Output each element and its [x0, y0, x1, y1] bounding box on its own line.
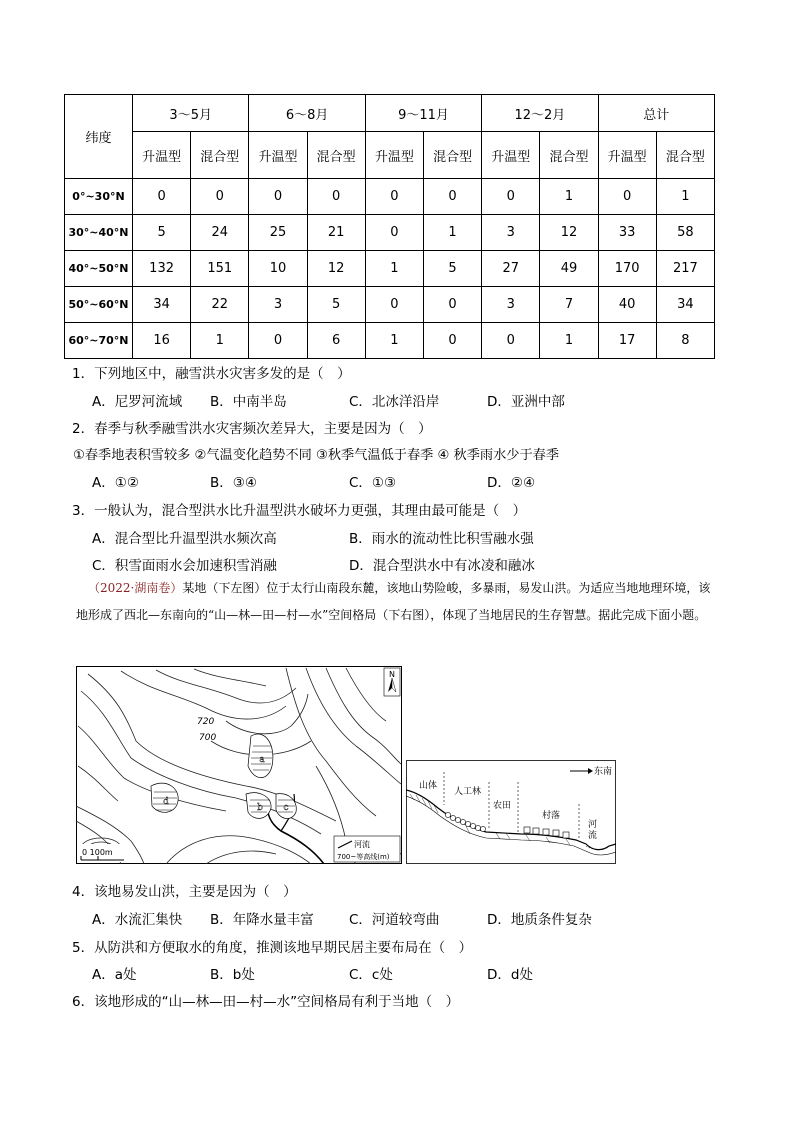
label-mountain: 山体 — [419, 781, 438, 791]
q1-option-b: B．中南半岛 — [210, 394, 287, 410]
table-row — [65, 179, 715, 215]
question-1-stem: 1．下列地区中，融雪洪水灾害多发的是（ ） — [72, 366, 351, 382]
q4-option-b: B．年降水量丰富 — [210, 912, 314, 928]
q1-option-c: C．北冰洋沿岸 — [349, 394, 440, 410]
source-tag: （2022·湖南卷） — [88, 581, 183, 595]
table-cell: 1 — [191, 323, 249, 359]
contour-label-700: 700 — [199, 733, 217, 743]
map-legend — [334, 836, 400, 862]
label-forest: 人工林 — [454, 787, 482, 797]
table-cell: 22 — [191, 287, 249, 323]
type-header: 混合型 — [540, 132, 598, 179]
table-cell: 17 — [598, 323, 656, 359]
table-cell: 21 — [307, 215, 365, 251]
table-cell: 0 — [133, 179, 191, 215]
type-header: 混合型 — [423, 132, 481, 179]
material-intro — [76, 575, 722, 629]
table-row — [65, 287, 715, 323]
table-cell: 0 — [482, 323, 540, 359]
table-cell: 0 — [423, 287, 481, 323]
type-header: 升温型 — [249, 132, 307, 179]
legend-river: 河流 — [354, 840, 370, 849]
q2-option-b: B．③④ — [210, 475, 257, 491]
label-a: a — [259, 755, 265, 765]
q3-option-a: A．混合型比升温型洪水频次高 — [92, 531, 277, 547]
table-row — [65, 215, 715, 251]
table-cell: 12 — [307, 251, 365, 287]
scale-label: 0 100m — [82, 848, 113, 857]
table-cell: 1 — [540, 179, 598, 215]
type-header: 升温型 — [365, 132, 423, 179]
table-cell: 27 — [482, 251, 540, 287]
table-cell: 170 — [598, 251, 656, 287]
table-cell: 0 — [598, 179, 656, 215]
table-cell: 1 — [365, 251, 423, 287]
q2-option-c: C．①③ — [349, 475, 397, 491]
table-cell: 0 — [423, 323, 481, 359]
type-header: 混合型 — [191, 132, 249, 179]
q3-option-b: B．雨水的流动性比积雪融水强 — [349, 531, 534, 547]
table-row — [65, 251, 715, 287]
q5-option-a: A．a处 — [92, 967, 137, 983]
table-cell: 25 — [249, 215, 307, 251]
table-cell: 0 — [365, 215, 423, 251]
table-cell: 3 — [482, 215, 540, 251]
label-farm: 农田 — [493, 801, 512, 811]
table-cell: 151 — [191, 251, 249, 287]
period-header: 12～2月 — [482, 95, 598, 132]
table-cell: 10 — [249, 251, 307, 287]
table-cell: 217 — [656, 251, 714, 287]
table-row — [65, 323, 715, 359]
table-cell: 1 — [540, 323, 598, 359]
table-cell: 0 — [365, 179, 423, 215]
latitude-cell: 50°~60°N — [65, 287, 133, 323]
label-village: 村落 — [542, 811, 561, 821]
q1-option-a: A．尼罗河流域 — [92, 394, 183, 410]
label-river-2: 流 — [588, 831, 598, 841]
table-cell: 0 — [423, 179, 481, 215]
table-cell: 0 — [307, 179, 365, 215]
table-cell: 0 — [191, 179, 249, 215]
table-cell: 58 — [656, 215, 714, 251]
q2-statements: ①春季地表积雪较多 ②气温变化趋势不同 ③秋季气温低于春季 ④ 秋季雨水少于春季 — [73, 448, 560, 463]
contour-label-720: 720 — [197, 717, 215, 727]
period-header: 9～11月 — [365, 95, 481, 132]
intro-text: 某地（下左图）位于太行山南段东麓，该地山势险峻，多暴雨，易发山洪。为适应当地地理环境，该地形成了西北—东南向的“山—林—田—村—水”空间格局（下右图），体现了当地居民的生存智慧。据此完成下面小题。 — [76, 581, 711, 622]
scale-bar — [79, 844, 131, 862]
table-cell: 5 — [423, 251, 481, 287]
table-cell: 0 — [482, 179, 540, 215]
table-cell: 0 — [249, 179, 307, 215]
q4-option-c: C．河道较弯曲 — [349, 912, 440, 928]
table-cell: 3 — [482, 287, 540, 323]
table-cell: 5 — [307, 287, 365, 323]
table-cell: 0 — [249, 323, 307, 359]
table-cell: 34 — [133, 287, 191, 323]
latitude-header: 纬度 — [65, 95, 133, 179]
type-header: 混合型 — [656, 132, 714, 179]
q3-option-d: D．混合型洪水中有冰凌和融冰 — [349, 558, 535, 574]
question-2-stem: 2．春季与秋季融雪洪水灾害频次差异大，主要是因为（ ） — [72, 421, 432, 437]
label-d: d — [163, 797, 169, 807]
latitude-cell: 0°~30°N — [65, 179, 133, 215]
q5-option-d: D．d处 — [487, 967, 533, 983]
q5-option-b: B．b处 — [210, 967, 255, 983]
table-cell: 12 — [540, 215, 598, 251]
period-header: 总计 — [598, 95, 714, 132]
table-cell: 40 — [598, 287, 656, 323]
table-cell: 1 — [423, 215, 481, 251]
type-header: 升温型 — [482, 132, 540, 179]
q4-option-a: A．水流汇集快 — [92, 912, 183, 928]
table-cell: 3 — [249, 287, 307, 323]
latitude-cell: 40°~50°N — [65, 251, 133, 287]
type-header: 升温型 — [598, 132, 656, 179]
table-cell: 0 — [365, 287, 423, 323]
label-b: b — [257, 803, 263, 813]
table-cell: 33 — [598, 215, 656, 251]
table-cell: 6 — [307, 323, 365, 359]
q3-option-c: C．积雪面雨水会加速积雪消融 — [92, 558, 277, 574]
direction-label: 东南 — [594, 767, 613, 777]
q2-option-a: A．①② — [92, 475, 139, 491]
label-c: c — [283, 803, 289, 813]
period-header: 3～5月 — [133, 95, 249, 132]
table-cell: 132 — [133, 251, 191, 287]
table-cell: 16 — [133, 323, 191, 359]
table-cell: 49 — [540, 251, 598, 287]
profile-diagram — [406, 760, 616, 864]
table-cell: 34 — [656, 287, 714, 323]
type-header: 升温型 — [133, 132, 191, 179]
question-4-stem: 4．该地易发山洪，主要是因为（ ） — [72, 884, 297, 900]
q2-option-d: D．②④ — [487, 475, 536, 491]
table-cell: 1 — [656, 179, 714, 215]
contour-map — [76, 666, 402, 864]
type-header: 混合型 — [307, 132, 365, 179]
north-label: N — [389, 670, 395, 679]
latitude-cell: 60°~70°N — [65, 323, 133, 359]
table-cell: 5 — [133, 215, 191, 251]
table-cell: 1 — [365, 323, 423, 359]
north-arrow-icon — [384, 668, 400, 696]
q4-option-d: D．地质条件复杂 — [487, 912, 592, 928]
latitude-cell: 30°~40°N — [65, 215, 133, 251]
table-cell: 24 — [191, 215, 249, 251]
period-header: 6～8月 — [249, 95, 365, 132]
table-cell: 7 — [540, 287, 598, 323]
question-5-stem: 5．从防洪和方便取水的角度，推测该地早期民居主要布局在（ ） — [72, 940, 473, 956]
question-6-stem: 6．该地形成的“山—林—田—村—水”空间格局有利于当地（ ） — [72, 994, 460, 1010]
legend-contour: 700~等高线(m) — [337, 853, 390, 861]
table-cell: 8 — [656, 323, 714, 359]
q5-option-c: C．c处 — [349, 967, 393, 983]
label-river-1: 河 — [588, 820, 598, 830]
q1-option-d: D．亚洲中部 — [487, 394, 565, 410]
question-3-stem: 3．一般认为，混合型洪水比升温型洪水破坏力更强，其理由最可能是（ ） — [72, 503, 527, 519]
flood-frequency-table — [64, 94, 715, 359]
